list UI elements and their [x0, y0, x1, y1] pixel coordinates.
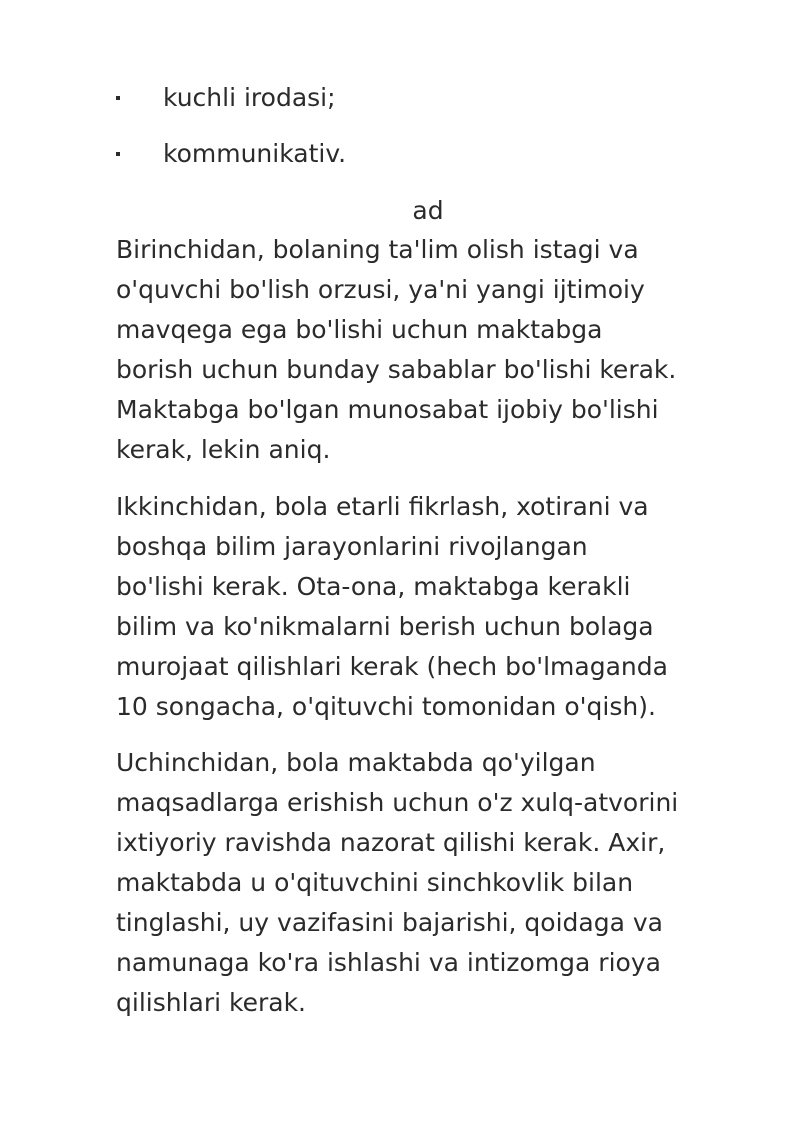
bullet-marker — [116, 96, 120, 100]
ad-label: ad — [412, 196, 444, 225]
bullet-text: kuchli irodasi; — [163, 83, 336, 112]
bullet-text: kommunikativ. — [163, 139, 347, 168]
bullet-list — [116, 78, 756, 190]
bullet-marker — [116, 152, 120, 156]
paragraph-second: Ikkinchidan, bola etarli fikrlash, xotirani va boshqa bilim jarayonlarini rivojlangan bo'lishi kerak. Ota-ona, maktabga kerakli bilim va ko'nikmalarni berish uchun bolaga murojaat qilishlari kerak (hech bo'lmaganda 10 songacha, o'qituvchi tomonidan o'qish). — [116, 492, 668, 721]
paragraph-first: Birinchidan, bolaning ta'lim olish istagi va o'quvchi bo'lish orzusi, ya'ni yangi ijtimoiy mavqega ega bo'lishi uchun maktabga borish uchun bunday sabablar bo'lishi kerak. Maktabga bo'lgan munosabat ijobiy bo'lishi kerak, lekin aniq. — [116, 235, 677, 464]
bullet-item — [116, 134, 756, 190]
bullet-item — [116, 78, 756, 134]
paragraph-third: Uchinchidan, bola maktabda qo'yilgan maqsadlarga erishish uchun o'z xulq-atvorini ixtiyoriy ravishda nazorat qilishi kerak. Axir, maktabda u o'qituvchini sinchkovlik bilan tinglashi, uy vazifasini bajarishi, qoidaga va namunaga ko'ra ishlashi va intizomga rioya qilishlari kerak. — [116, 748, 679, 1017]
